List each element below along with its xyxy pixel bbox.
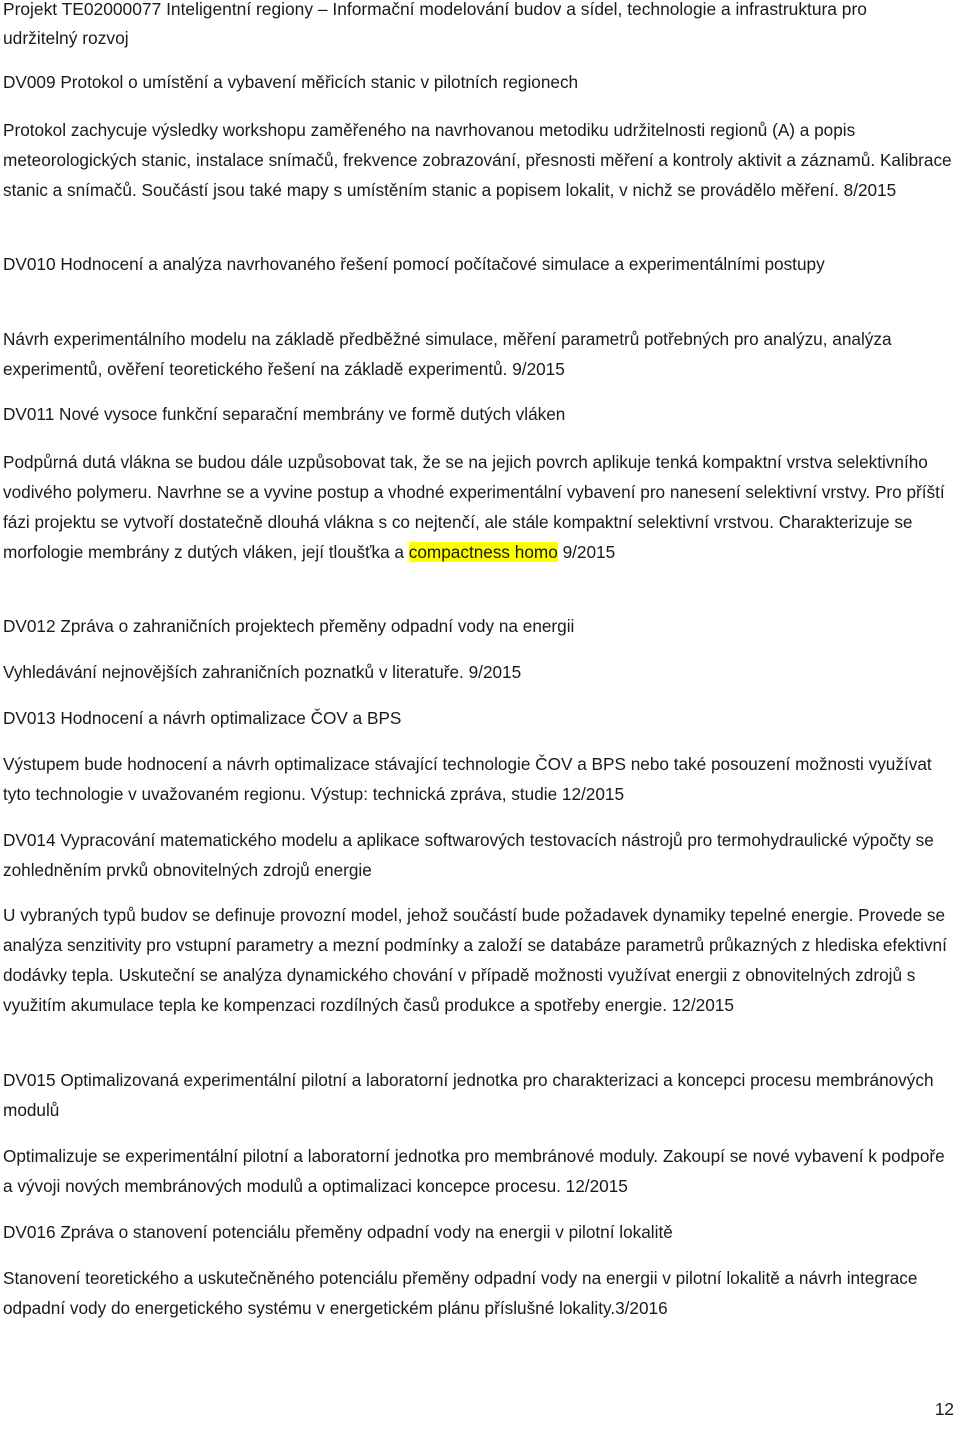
deliverable-title-dv016: DV016 Zpráva o stanovení potenciálu přeměny odpadní vody na energii v pilotní lokalitě	[3, 1222, 673, 1242]
deliverable-title-dv015: DV015 Optimalizovaná experimentální pilotní a laboratorní jednotka pro charakterizaci a koncepci procesu membránových modulů	[3, 1070, 934, 1120]
highlighted-text: compactness homo	[408, 542, 558, 562]
page-number: 12	[934, 1399, 954, 1419]
deliverable-title-dv013: DV013 Hodnocení a návrh optimalizace ČOV a BPS	[3, 708, 402, 728]
deliverable-title-dv009: DV009 Protokol o umístění a vybavení měřicích stanic v pilotních regionech	[3, 72, 579, 92]
deliverable-description-dv010: Návrh experimentálního modelu na základě předběžné simulace, měření parametrů potřebných pro analýzu, analýza experimentů, ověření teoretického řešení na základě experimentů. 9/2015	[3, 329, 892, 379]
deliverable-description-dv013: Výstupem bude hodnocení a návrh optimalizace stávající technologie ČOV a BPS nebo také posouzení možnosti využívat tyto technologie v uvažovaném regionu. Výstup: technická zpráva, studie 12/2015	[3, 754, 932, 804]
description-text-end: 9/2015	[557, 542, 616, 562]
deliverable-description-dv014: U vybraných typů budov se definuje provozní model, jehož součástí bude požadavek dynamiky tepelné energie. Provede se analýza senzitivity pro vstupní parametry a mezní podmínky a založí se databáze parametrů průkazných z hlediska efektivní dodávky tepla. Uskuteční se analýza dynamického chování v případě možnosti využívat energii z obnovitelných zdrojů s využitím akumulace tepla ke kompenzaci rozdílných časů produkce a spotřeby energie. 12/2015	[3, 905, 947, 1015]
deliverable-description-dv011	[3, 447, 958, 567]
deliverable-description-dv012: Vyhledávání nejnovějších zahraničních poznatků v literatuře. 9/2015	[3, 662, 522, 682]
deliverable-description-dv016: Stanovení teoretického a uskutečněného potenciálu přeměny odpadní vody na energii v pilotní lokalitě a návrh integrace odpadní vody do energetického systému v energetickém plánu příslušné lokality.3/2016	[3, 1268, 918, 1318]
deliverable-description-dv009: Protokol zachycuje výsledky workshopu zaměřeného na navrhovanou metodiku udržitelnosti regionů (A) a popis meteorologických stanic, instalace snímačů, frekvence zobrazování, přesnosti měření a kontroly aktivit a záznamů. Kalibrace stanic a snímačů. Součástí jsou také mapy s umístěním stanic a popisem lokalit, v nichž se provádělo měření. 8/2015	[3, 120, 952, 200]
deliverable-title-dv014: DV014 Vypracování matematického modelu a aplikace softwarových testovacích nástrojů pro termohydraulické výpočty se zohledněním prvků obnovitelných zdrojů energie	[3, 830, 934, 880]
deliverable-title-dv011: DV011 Nové vysoce funkční separační membrány ve formě dutých vláken	[3, 404, 566, 424]
deliverable-title-dv010: DV010 Hodnocení a analýza navrhovaného řešení pomocí počítačové simulace a experimentálními postupy	[3, 254, 825, 274]
description-text: Podpůrná dutá vlákna se budou dále uzpůsobovat tak, že se na jejich povrch aplikuje tenká kompaktní vrstva selektivního vodivého polymeru. Navrhne se a vyvine postup a vhodné experimentální vybavení pro nanesení selektivní vrstvy. Pro příští fázi projektu se vytvoří dostatečně dlouhá vlákna s co nejtenčí, ale stále kompaktní selektivní vrstvou. Charakterizuje se morfologie membrány z dutých vláken, její tloušťka a	[3, 452, 945, 562]
project-header: Projekt TE02000077 Inteligentní regiony – Informační modelování budov a sídel, technologie a infrastruktura pro udržitelný rozvoj	[3, 0, 867, 48]
deliverable-description-dv015: Optimalizuje se experimentální pilotní a laboratorní jednotka pro membránové moduly. Zakoupí se nové vybavení k podpoře a vývoji nových membránových modulů a optimalizaci koncepce procesu. 12/2015	[3, 1146, 945, 1196]
deliverable-title-dv012: DV012 Zpráva o zahraničních projektech přeměny odpadní vody na energii	[3, 616, 575, 636]
